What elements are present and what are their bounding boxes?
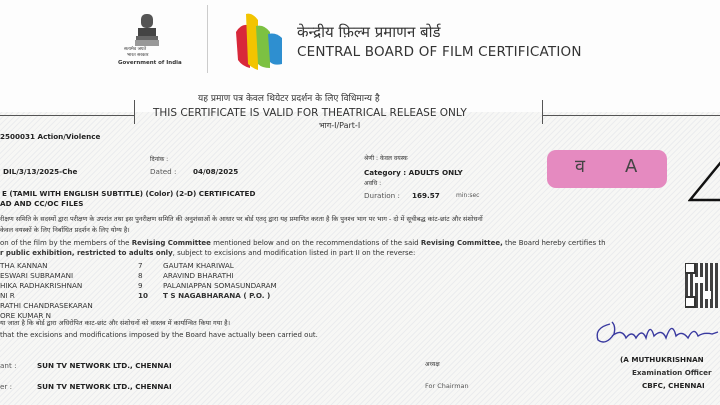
qr-code-icon [685, 263, 720, 308]
committee-left-list [0, 261, 93, 321]
part-label: भाग-I/Part-I [319, 121, 361, 130]
officer-signature [592, 318, 720, 354]
dated-label: Dated : [150, 167, 177, 176]
signatory-name: (A MUTHUKRISHNAN [620, 355, 704, 364]
chairman-hindi: अध्यक्ष [425, 361, 440, 368]
certification-paragraph-1: on of the film by the members of the Revising Committee mentioned below and on the recommendations of the said Revising Committee, the Board hereby certifies th [0, 239, 606, 247]
certificate-number-genre: 2500031 Action/Violence [0, 132, 101, 141]
film-title-line2: AD AND CC/OC FILES [0, 199, 84, 208]
signatory-office: CBFC, CHENNAI [642, 381, 705, 390]
applicant-value: SUN TV NETWORK LTD., CHENNAI [37, 361, 172, 370]
duration-value: 169.57 [412, 191, 440, 200]
banner-rule-left [0, 115, 134, 116]
film-title-line1: E (TAMIL WITH ENGLISH SUBTITLE) (Color) (2-D) CERTIFICATED [2, 189, 256, 198]
cbfc-logo-icon [232, 10, 290, 70]
national-emblem-icon [132, 12, 162, 48]
committee-right-list [138, 261, 277, 301]
category-value: ADULTS ONLY [408, 168, 463, 177]
adult-triangle-icon [688, 152, 720, 206]
committee-member: ESWARI SUBRAMANI [0, 271, 74, 280]
committee-member: 8 ARAVIND BHARATHI [138, 271, 234, 280]
banner-tick-left [134, 100, 135, 124]
committee-member: THA KANNAN [0, 261, 48, 270]
hindi-paragraph-1: रीक्षण समिति के सदस्यों द्वारा परीक्षण के उपरांत तथा इस पुनरीक्षण समिति की अनुशंसाओं के आधार पर बोर्ड एतद् द्वारा यह प्रमाणित करता है कि पुनश्च भाग पर भाग - दो में सूचीबद्ध कांट-छांट और संशोधनों [0, 215, 483, 223]
committee-member: HIKA RADHAKRISHNAN [0, 281, 83, 290]
signatory-designation: Examination Officer [632, 368, 712, 377]
producer-label: er : [0, 382, 13, 391]
rating-hindi: व [575, 156, 586, 177]
committee-member: ORE KUMAR N [0, 311, 52, 320]
certification-paragraph-2: r public exhibition, restricted to adults only, subject to excisions and modification listed in part II on the reverse: [0, 249, 416, 257]
committee-member: RATHI CHANDRASEKARAN [0, 301, 93, 310]
committee-member: 7 GAUTAM KHARIWAL [138, 261, 234, 270]
category-label: Category : [364, 168, 409, 177]
committee-member: NI R [0, 291, 15, 300]
emblem-caption-hindi: भारत सरकार [127, 53, 149, 58]
emblem-caption: Government of India [118, 60, 182, 66]
duration-label: Duration : [364, 191, 400, 200]
producer-value: SUN TV NETWORK LTD., CHENNAI [37, 382, 172, 391]
committee-member: 10 T S NAGABHARANA ( P.O. ) [138, 291, 271, 300]
rating-latin: A [625, 156, 638, 177]
rating-badge [547, 150, 667, 188]
for-chairman: For Chairman [425, 382, 469, 390]
header-divider [207, 5, 208, 73]
duration-unit: min:sec [456, 192, 480, 199]
board-name: CENTRAL BOARD OF FILM CERTIFICATION [297, 44, 582, 60]
hindi-paragraph-2: केवल वयस्कों के लिए निर्बाधित प्रदर्शन के लिए योग्य है। [0, 226, 130, 234]
validity-text: THIS CERTIFICATE IS VALID FOR THEATRICAL RELEASE ONLY [153, 107, 467, 119]
committee-member: 9 PALANIAPPAN SOMASUNDARAM [138, 281, 277, 290]
banner-rule-right [542, 115, 720, 116]
banner-tick-right [542, 100, 543, 124]
applicant-label: ant : [0, 361, 17, 370]
board-name-hindi: केन्द्रीय फ़िल्म प्रमाणन बोर्ड [297, 23, 441, 41]
hindi-note: या जाता है कि बोर्ड द्वारा अधिरोपित काट-छांट और संशोधनों को वास्तव में कार्यान्वित किया गया है। [0, 319, 231, 327]
category-hindi: श्रेणी : केवल वयस्क [364, 155, 408, 162]
validity-hindi: यह प्रमाण पत्र केवल थियेटर प्रदर्शन के लिए विधिमान्य है [198, 94, 380, 104]
excision-note: that the excisions and modifications imposed by the Board have actually been carried out. [0, 331, 318, 339]
dated-hindi: दिनांक : [150, 156, 169, 163]
emblem-motto: सत्यमेव जयते [124, 47, 147, 52]
dated-value: 04/08/2025 [193, 167, 239, 176]
file-number: DIL/3/13/2025-Che [3, 167, 78, 176]
duration-hindi: अवधि : [364, 180, 382, 187]
